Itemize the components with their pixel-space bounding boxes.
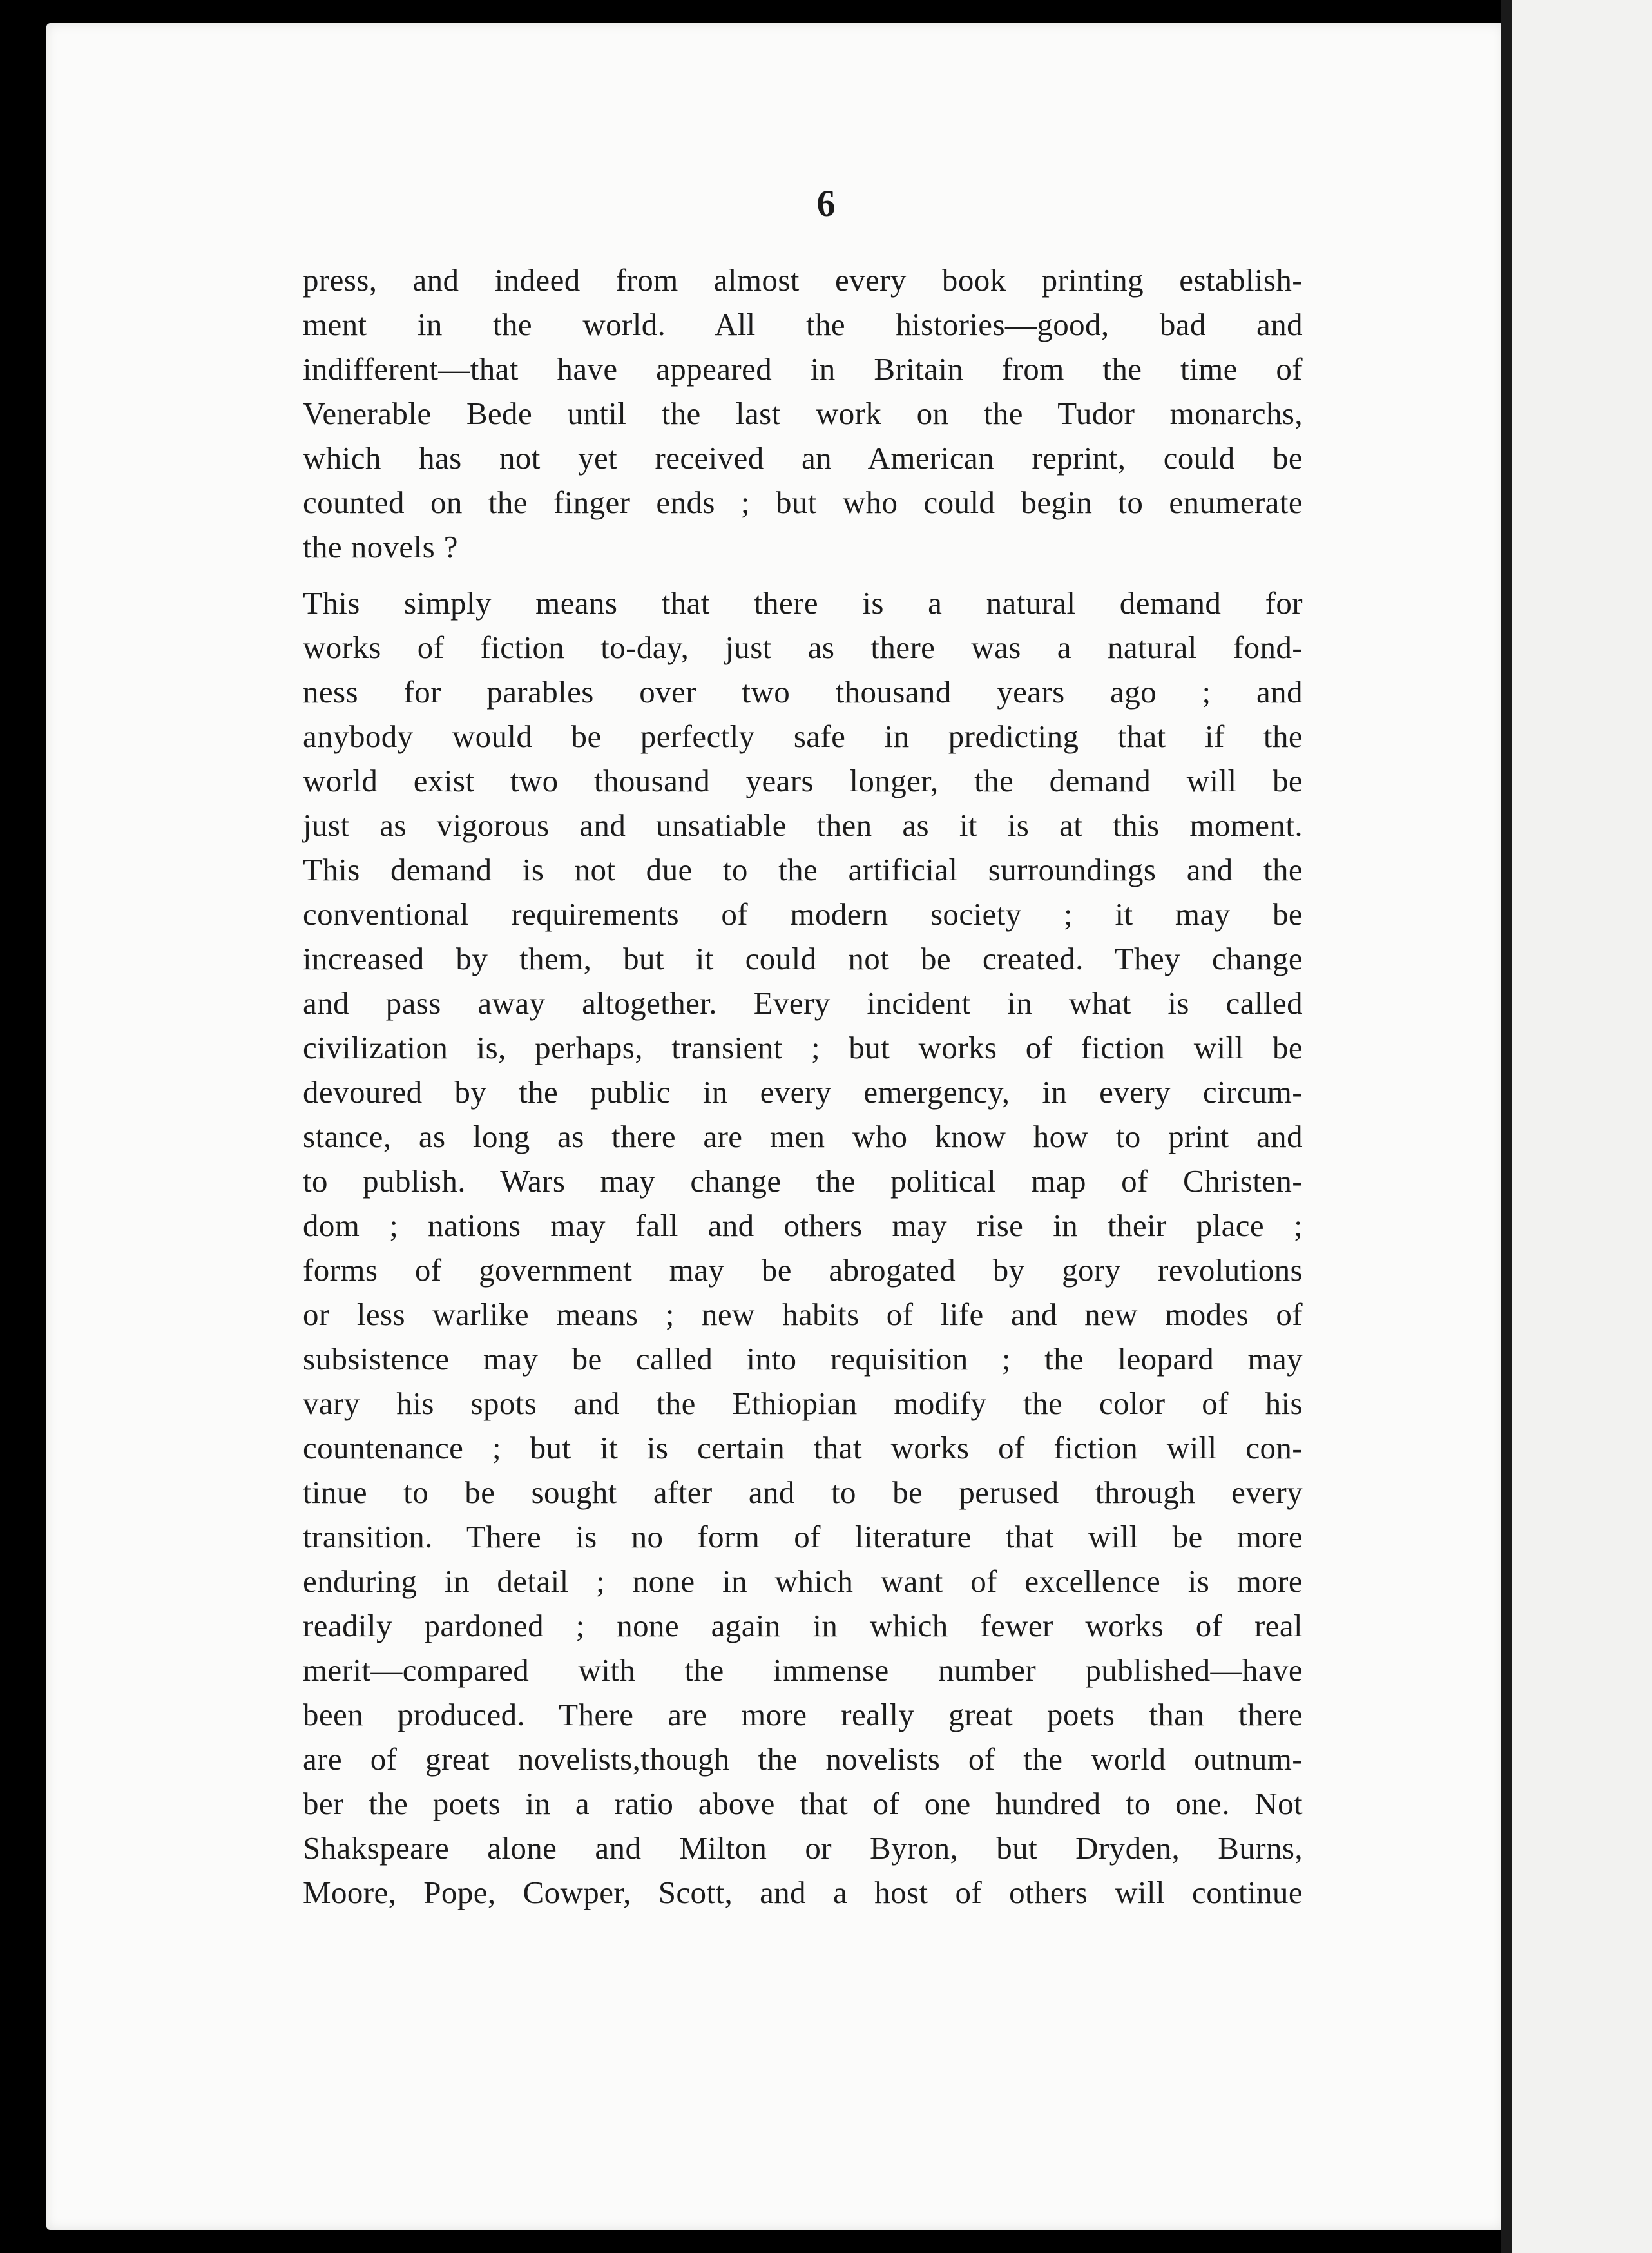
- text-line: world exist two thousand years longer, the demand will be: [303, 763, 1303, 798]
- text-line: are of great novelists,though the novelists of the world outnum-: [303, 1741, 1303, 1777]
- text-line: Shakspeare alone and Milton or Byron, but Dryden, Burns,: [303, 1830, 1303, 1866]
- text-line: to publish. Wars may change the political map of Christen-: [303, 1163, 1303, 1199]
- text-line: and pass away altogether. Every incident in what is called: [303, 985, 1303, 1021]
- text-line: the novels ?: [303, 529, 458, 565]
- text-line: which has not yet received an American reprint, could be: [303, 440, 1303, 476]
- text-line: Moore, Pope, Cowper, Scott, and a host of others will continue: [303, 1875, 1303, 1910]
- text-line: increased by them, but it could not be created. They change: [303, 941, 1303, 976]
- text-line: This simply means that there is a natural demand for: [303, 585, 1303, 621]
- text-line: civilization is, perhaps, transient ; but works of fiction will be: [303, 1030, 1303, 1065]
- text-line: ment in the world. All the histories—good, bad and: [303, 307, 1303, 342]
- body-text: [303, 258, 1303, 1915]
- text-line: conventional requirements of modern society ; it may be: [303, 896, 1303, 932]
- text-line: readily pardoned ; none again in which fewer works of real: [303, 1608, 1303, 1643]
- text-line: dom ; nations may fall and others may rise in their place ;: [303, 1208, 1303, 1243]
- paragraph: [303, 258, 1303, 569]
- text-line: merit—compared with the immense number published—have: [303, 1652, 1303, 1688]
- text-line: been produced. There are more really great poets than there: [303, 1697, 1303, 1732]
- text-line: just as vigorous and unsatiable then as it is at this moment.: [303, 807, 1303, 843]
- text-line: or less warlike means ; new habits of life and new modes of: [303, 1297, 1303, 1332]
- paragraph-gap: [303, 569, 1303, 581]
- text-line: countenance ; but it is certain that works of fiction will con-: [303, 1430, 1303, 1465]
- text-line: This demand is not due to the artificial surroundings and the: [303, 852, 1303, 887]
- text-line: transition. There is no form of literature that will be more: [303, 1519, 1303, 1554]
- text-line: stance, as long as there are men who know how to print and: [303, 1119, 1303, 1154]
- text-line: vary his spots and the Ethiopian modify the color of his: [303, 1386, 1303, 1421]
- text-line: subsistence may be called into requisition ; the leopard may: [303, 1341, 1303, 1377]
- text-line: devoured by the public in every emergency, in every circum-: [303, 1074, 1303, 1110]
- next-page-edge: [1512, 0, 1652, 2253]
- text-line: works of fiction to-day, just as there was a natural fond-: [303, 630, 1303, 665]
- paragraph: [303, 581, 1303, 1915]
- text-line: Venerable Bede until the last work on the Tudor monarchs,: [303, 396, 1303, 431]
- text-line: indifferent—that have appeared in Britain from the time of: [303, 351, 1303, 387]
- next-page-edge-shadow: [1501, 0, 1512, 2253]
- text-line: tinue to be sought after and to be perused through every: [303, 1475, 1303, 1510]
- text-line: counted on the finger ends ; but who could begin to enumerate: [303, 485, 1303, 520]
- page-number: 6: [816, 182, 836, 224]
- text-line: ness for parables over two thousand years ago ; and: [303, 674, 1303, 710]
- text-line: anybody would be perfectly safe in predicting that if the: [303, 719, 1303, 754]
- text-line: press, and indeed from almost every book printing establish-: [303, 262, 1303, 298]
- text-line: forms of government may be abrogated by gory revolutions: [303, 1252, 1303, 1288]
- text-line: enduring in detail ; none in which want of excellence is more: [303, 1563, 1303, 1599]
- text-line: ber the poets in a ratio above that of one hundred to one. Not: [303, 1786, 1303, 1821]
